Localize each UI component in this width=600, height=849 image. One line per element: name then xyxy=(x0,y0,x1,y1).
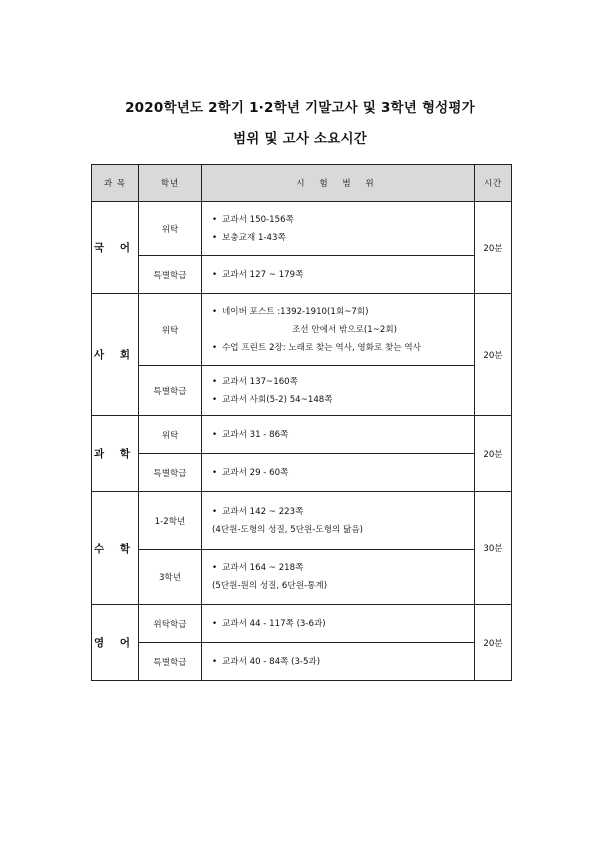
header-time: 시간 xyxy=(475,165,512,202)
time-cell: 20분 xyxy=(475,605,512,681)
subject-cell: 사 회 xyxy=(92,294,139,416)
exam-range-table xyxy=(91,164,512,681)
grade-cell: 위탁 xyxy=(139,416,202,454)
table-row xyxy=(92,366,512,416)
bullet-icon: • xyxy=(212,214,218,225)
subject-cell: 수 학 xyxy=(92,492,139,605)
table-row xyxy=(92,454,512,492)
subject-cell: 국 어 xyxy=(92,202,139,294)
range-cell: • 교과서 142 ~ 223쪽 (4단원-도형의 성질, 5단원-도형의 닮음) xyxy=(202,492,475,550)
range-cell: • 교과서 164 ~ 218쪽 (5단원-원의 성질, 6단원-통계) xyxy=(202,550,475,605)
grade-cell: 위탁 xyxy=(139,202,202,256)
grade-cell: 특별학급 xyxy=(139,454,202,492)
bullet-icon: • xyxy=(212,506,218,517)
table-row xyxy=(92,294,512,366)
grade-cell: 1-2학년 xyxy=(139,492,202,550)
range-cell: • 교과서 127 ~ 179쪽 xyxy=(202,256,475,294)
header-range: 시 험 범 위 xyxy=(202,165,475,202)
bullet-icon: • xyxy=(212,342,218,353)
bullet-icon: • xyxy=(212,269,218,280)
subject-cell: 과 학 xyxy=(92,416,139,492)
table-row xyxy=(92,492,512,550)
range-cell: • 교과서 44 - 117쪽 (3-6과) xyxy=(202,605,475,643)
table-row xyxy=(92,605,512,643)
time-cell: 30분 xyxy=(475,492,512,605)
range-cell: • 교과서 29 - 60쪽 xyxy=(202,454,475,492)
grade-cell: 위탁 xyxy=(139,294,202,366)
table-row xyxy=(92,202,512,256)
table-header-row xyxy=(92,165,512,202)
time-cell: 20분 xyxy=(475,202,512,294)
subject-cell: 영 어 xyxy=(92,605,139,681)
bullet-icon: • xyxy=(212,429,218,440)
grade-cell: 특별학급 xyxy=(139,256,202,294)
table-row xyxy=(92,550,512,605)
bullet-icon: • xyxy=(212,306,218,317)
table-row xyxy=(92,256,512,294)
bullet-icon: • xyxy=(212,232,218,243)
header-subject: 과 목 xyxy=(92,165,139,202)
time-cell: 20분 xyxy=(475,416,512,492)
range-cell: • 교과서 150-156쪽 • 보충교재 1-43쪽 xyxy=(202,202,475,256)
bullet-icon: • xyxy=(212,394,218,405)
header-grade: 학년 xyxy=(139,165,202,202)
bullet-icon: • xyxy=(212,656,218,667)
bullet-icon: • xyxy=(212,467,218,478)
document-title: 2020학년도 2학기 1·2학년 기말고사 및 3학년 형성평가 xyxy=(125,100,475,116)
grade-cell: 특별학급 xyxy=(139,366,202,416)
range-cell: • 네이버 포스트 :1392-1910(1회~7회) 조선 안에서 밖으로(1~2회) • 수업 프린트 2장: 노래로 찾는 역사, 영화로 찾는 역사 xyxy=(202,294,475,366)
time-cell: 20분 xyxy=(475,294,512,416)
bullet-icon: • xyxy=(212,618,218,629)
range-cell: • 교과서 40 - 84쪽 (3-5과) xyxy=(202,643,475,681)
bullet-icon: • xyxy=(212,563,218,573)
grade-cell: 3학년 xyxy=(139,550,202,605)
grade-cell: 위탁학급 xyxy=(139,605,202,643)
range-cell: • 교과서 137~160쪽 • 교과서 사회(5-2) 54~148쪽 xyxy=(202,366,475,416)
document-subtitle: 범위 및 고사 소요시간 xyxy=(233,131,367,147)
range-cell: • 교과서 31 - 86쪽 xyxy=(202,416,475,454)
table-row xyxy=(92,416,512,454)
bullet-icon: • xyxy=(212,376,218,387)
grade-cell: 특별학급 xyxy=(139,643,202,681)
table-row xyxy=(92,643,512,681)
